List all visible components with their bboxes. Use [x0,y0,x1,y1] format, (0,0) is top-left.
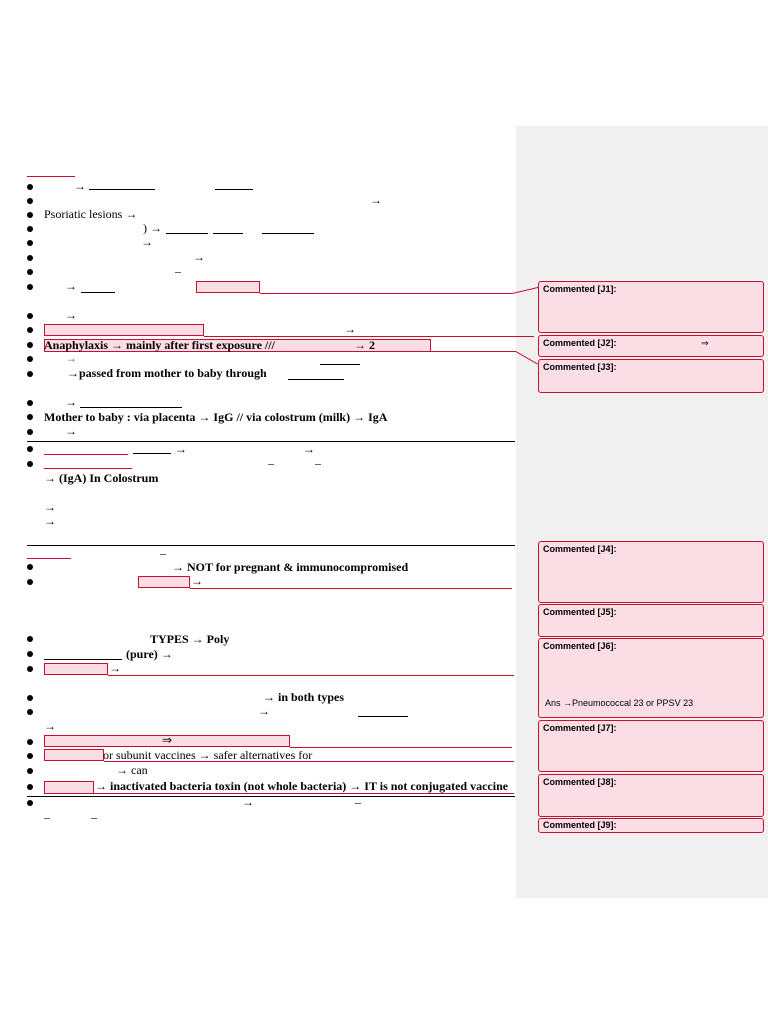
line-7: – [175,264,181,278]
highlight-box [44,749,104,761]
line-13: →passed from mother to baby through [67,366,267,380]
comment-connector [431,351,516,352]
line-14: → [65,395,77,409]
line-35: → [242,795,254,809]
bullet [27,429,33,435]
line-9: → [65,308,77,322]
line-21: → [44,514,56,528]
line-29: → [258,704,270,718]
comment-label: Commented [J5]: [543,607,617,617]
line-23: → NOT for pregnant & immunocompromised [172,560,409,574]
line-24: → [191,574,203,588]
bullet [27,269,33,275]
comment-j5[interactable] [538,604,764,637]
comment-label: Commented [J6]: [543,641,617,651]
comment-label: Commented [J7]: [543,723,617,733]
red-underline [44,468,132,469]
line-8: → [65,279,77,293]
line-36b: – [91,810,97,824]
comment-j7[interactable] [538,720,764,772]
bullet [27,255,33,261]
comment-connector [94,793,514,794]
comment-j9[interactable] [538,818,764,833]
line-25: TYPES → Poly [150,632,230,646]
comment-j3[interactable] [538,359,764,393]
highlight-box [44,663,108,675]
line-33: → can [116,763,148,777]
heading-underline [27,558,71,559]
highlight-box [196,281,260,293]
line-3: Psoriatic lesions → [44,207,138,221]
comment-j1[interactable] [538,281,764,333]
line-22: – [160,546,166,560]
blank-line [358,716,408,717]
comment-j4[interactable] [538,541,764,603]
line-18a: – [268,456,274,470]
comment-connector [108,675,514,676]
blank-line [262,233,314,234]
bullet [27,651,33,657]
line-4: ) → [143,221,162,235]
line-30: → [44,719,56,733]
bullet [27,342,33,348]
blank-line [80,407,182,408]
comment-label: Commented [J8]: [543,777,617,787]
comment-j8[interactable] [538,774,764,817]
line-16: → [65,424,77,438]
bullet [27,709,33,715]
comment-connector [104,761,514,762]
line-31: ⇒ [162,733,173,747]
comment-connector [290,747,512,748]
bullet [27,284,33,290]
bullet [27,226,33,232]
bullet [27,739,33,745]
line-5: → [141,235,153,249]
blank-line [215,189,253,190]
line-15: Mother to baby : via placenta → IgG // via colostrum (milk) → IgA [44,410,388,424]
line-26: (pure) → [126,647,173,661]
comment-label: Commented [J1]: [543,284,617,294]
bullet [27,564,33,570]
line-11: Anaphylaxis → mainly after first exposure /// [44,338,275,352]
heading-underline [27,176,75,177]
blank-line [320,364,360,365]
line-34: → inactivated bacteria toxin (not whole bacteria) → IT is not conjugated vaccine [95,779,509,793]
section-divider [27,441,515,442]
blank-line [44,659,122,660]
comment-text: Ans →Pneumococcal 23 or PPSV 23 [545,698,694,708]
bullet [27,636,33,642]
bullet [27,212,33,218]
line-19: → (IgA) In Colostrum [44,471,159,485]
line-6: → [193,250,205,264]
bullet [27,579,33,585]
comment-label: Commented [J3]: [543,362,617,372]
line-18b: – [315,456,321,470]
bullet [27,461,33,467]
section-divider [27,545,515,546]
line-32: or subunit vaccines → safer alternatives for [103,748,313,762]
bullet [27,768,33,774]
comment-label: Commented [J4]: [543,544,617,554]
line-17a: → [175,442,187,456]
highlight-box [138,576,190,588]
comment-label: Commented [J9]: [543,820,617,830]
line-17b: → [303,442,315,456]
line-20: → [44,500,56,514]
comment-connector [204,336,534,337]
comment-connector [260,293,512,294]
bullet [27,198,33,204]
comment-label: Commented [J2]: [543,338,617,348]
comment-text: ⇒ [701,338,709,348]
line-2: → [370,193,382,207]
line-11b: → 2 [354,338,375,352]
blank-line [81,292,115,293]
comment-j2[interactable] [538,335,764,357]
highlight-box [44,781,94,794]
line-12: → [65,351,77,365]
bullet [27,446,33,452]
section-divider [27,796,515,797]
bullet [27,800,33,806]
bullet [27,400,33,406]
bullet [27,753,33,759]
blank-line [89,189,155,190]
blank-line [133,453,171,454]
comment-j6[interactable] [538,638,764,718]
comment-connector [190,588,512,589]
line-35b: – [355,795,361,809]
bullet [27,784,33,790]
bullet [27,666,33,672]
line-27: → [109,661,121,675]
line-36a: – [44,810,50,824]
bullet [27,414,33,420]
blank-line [166,233,208,234]
line-10: → [344,322,356,336]
bullet [27,371,33,377]
line-28: → in both types [263,690,345,704]
bullet [27,184,33,190]
bullet [27,327,33,333]
highlight-box [44,324,204,336]
bullet [27,356,33,362]
blank-line [288,379,344,380]
bullet [27,313,33,319]
blank-line [213,233,243,234]
red-underline [44,454,128,455]
bullet [27,695,33,701]
bullet [27,240,33,246]
line-1: → [74,179,86,193]
